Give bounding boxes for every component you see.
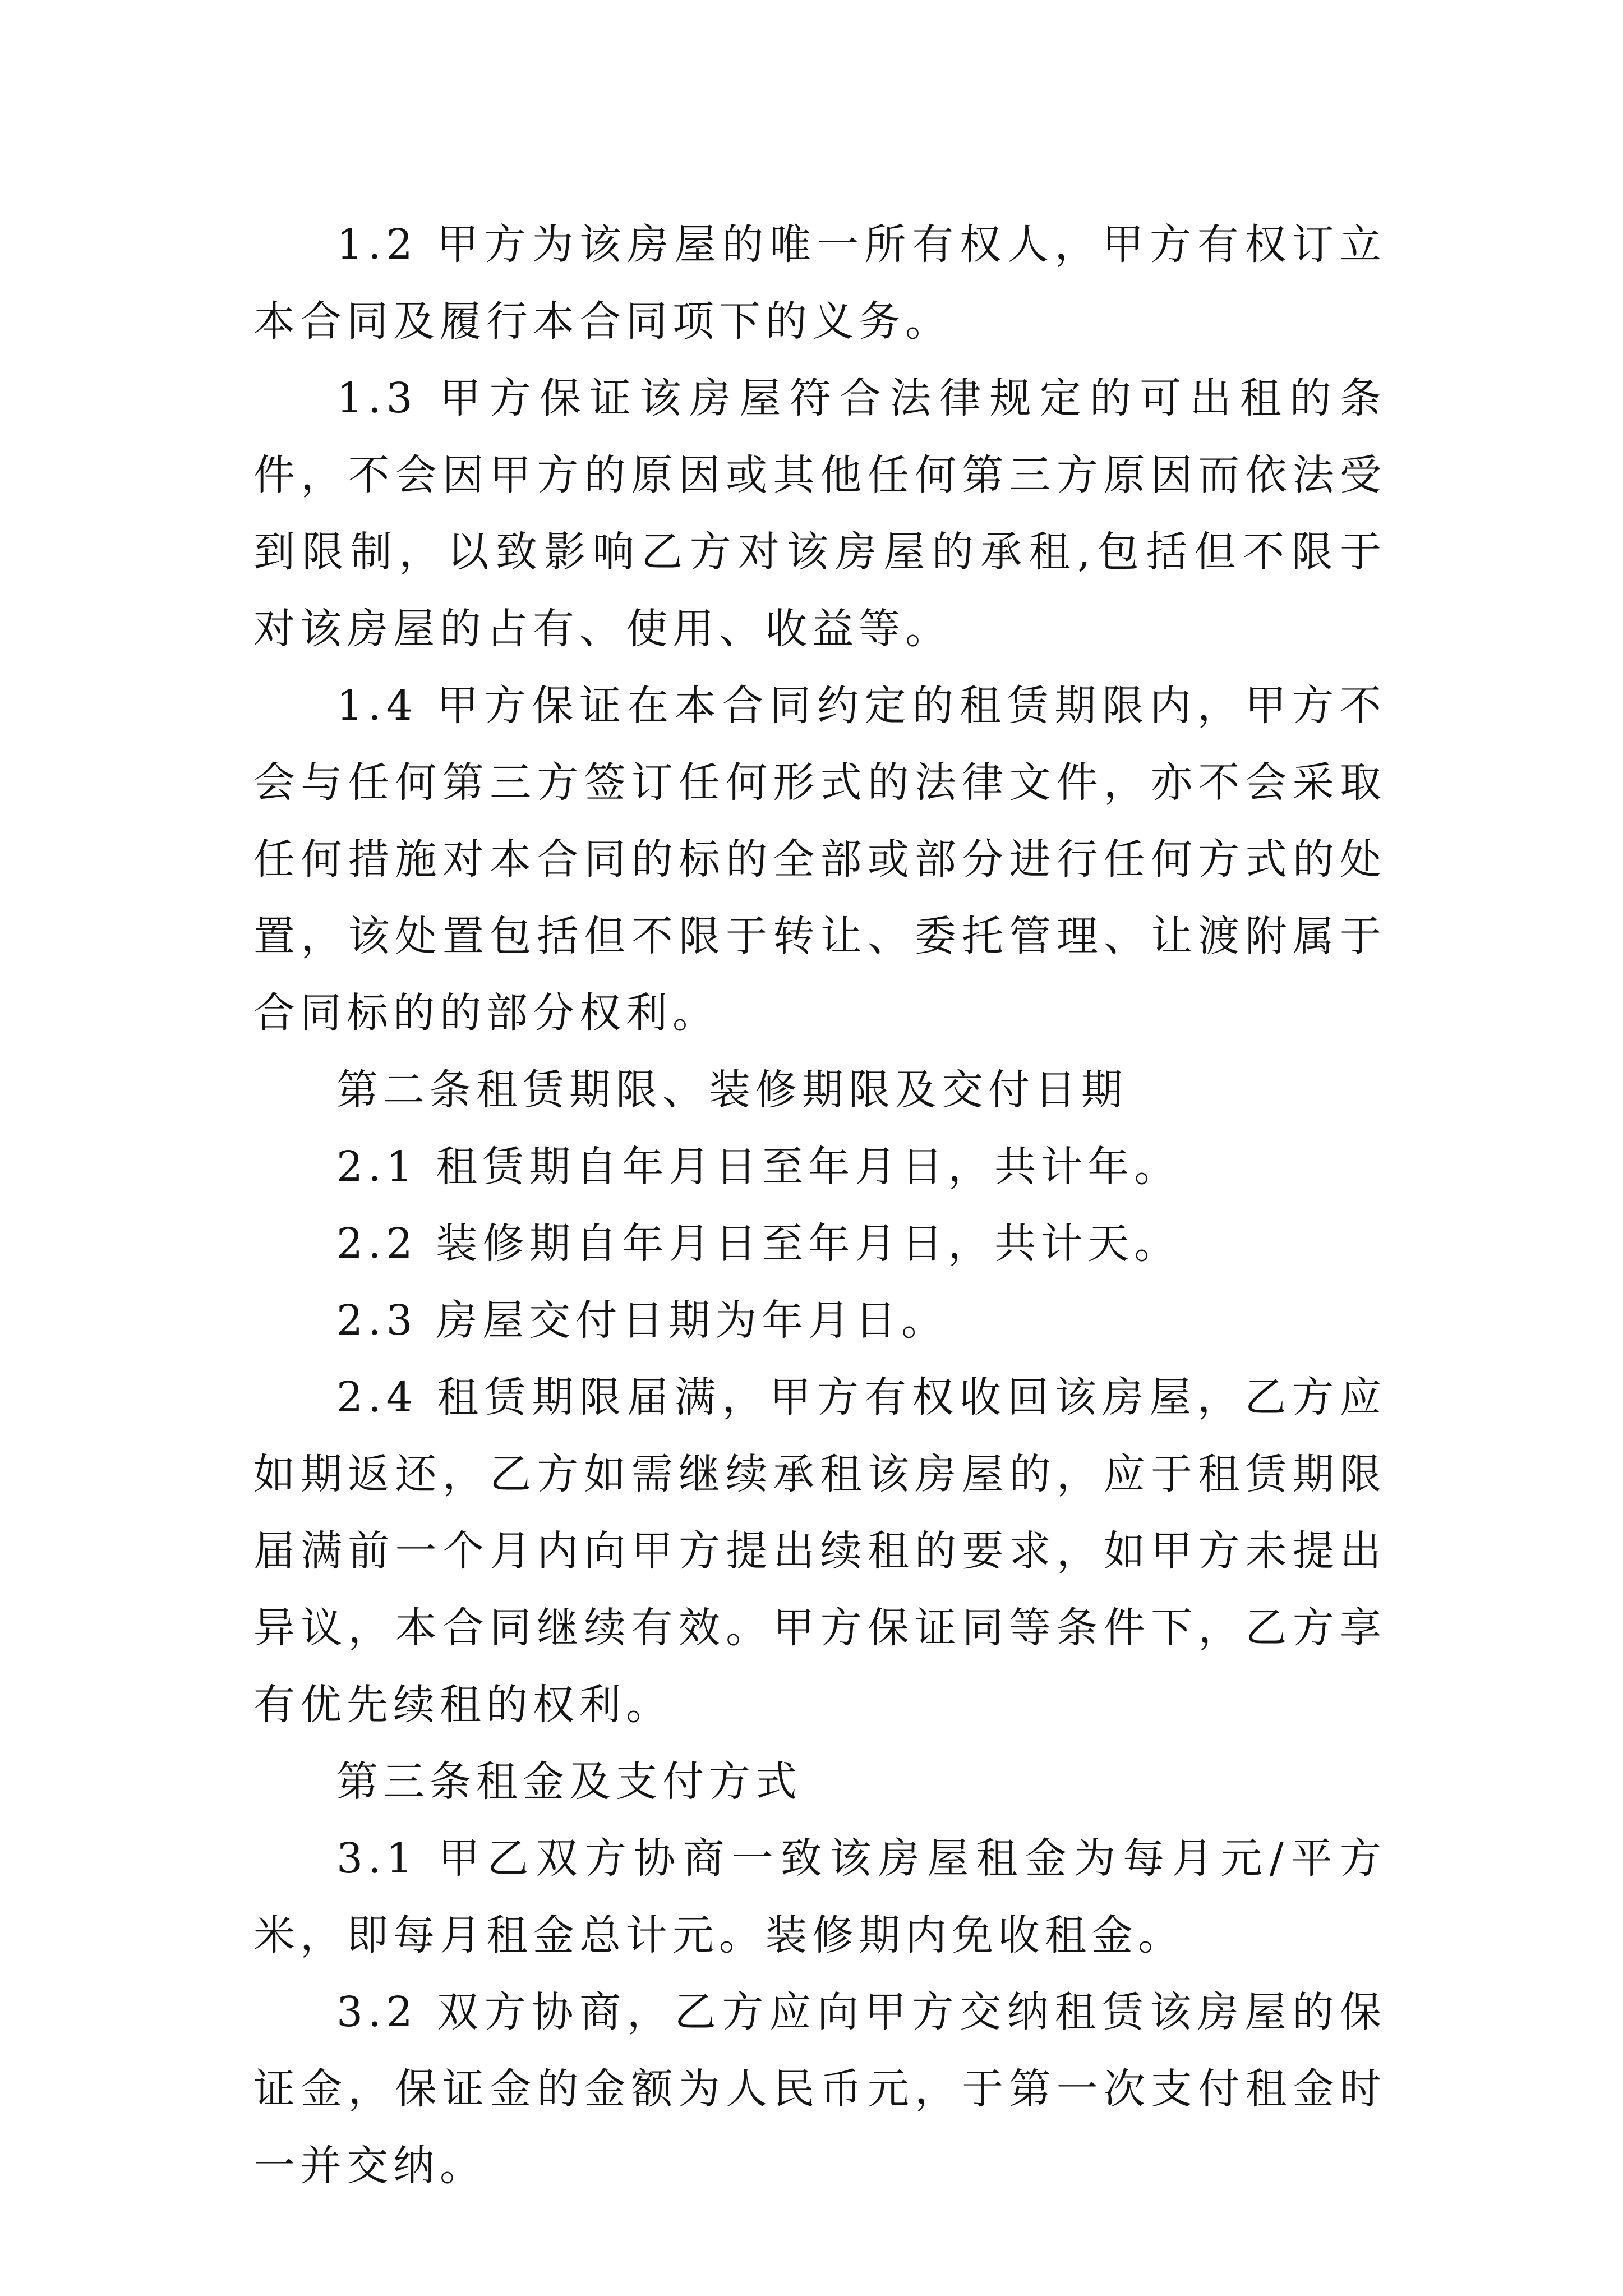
article-2-heading: 第二条租赁期限、装修期限及交付日期 [336,1066,1128,1114]
document-body [253,206,1386,2205]
clause-1-2: 1.2 甲方为该房屋的唯一所有权人，甲方有权订立本合同及履行本合同项下的义务。 [253,220,1386,346]
clause-2-4: 2.4 租赁期限届满，甲方有权收回该房屋，乙方应如期返还，乙方如需继续承租该房屋的，应于租赁期限届满前一个月内向甲方提出续租的要求，如甲方未提出异议，本合同继续有效。甲方保证同等条件下，乙方享有优先续租的权利。 [253,1373,1386,1729]
clause-2-1: 2.1 租赁期自年月日至年月日，共计年。 [336,1143,1181,1191]
clause-3-2: 3.2 双方协商，乙方应向甲方交纳租赁该房屋的保证金，保证金的金额为人民币元，于第一次支付租金时一并交纳。 [253,1988,1386,2190]
clause-2-3: 2.3 房屋交付日期为年月日。 [336,1296,948,1345]
clause-1-4: 1.4 甲方保证在本合同约定的租赁期限内，甲方不会与任何第三方签订任何形式的法律文件，亦不会采取任何措施对本合同的标的全部或部分进行任何方式的处置，该处置包括但不限于转让、委托管理、让渡附属于合同标的的部分权利。 [253,682,1386,1037]
clause-3-1: 3.1 甲乙双方协商一致该房屋租金为每月元/平方米，即每月租金总计元。装修期内免收租金。 [253,1834,1386,1959]
clause-1-3: 1.3 甲方保证该房屋符合法律规定的可出租的条件，不会因甲方的原因或其他任何第三方原因而依法受到限制，以致影响乙方对该房屋的承租,包括但不限于对该房屋的占有、使用、收益等。 [253,374,1386,653]
article-3-heading: 第三条租金及支付方式 [336,1757,802,1806]
clause-2-2: 2.2 装修期自年月日至年月日，共计天。 [336,1220,1181,1268]
